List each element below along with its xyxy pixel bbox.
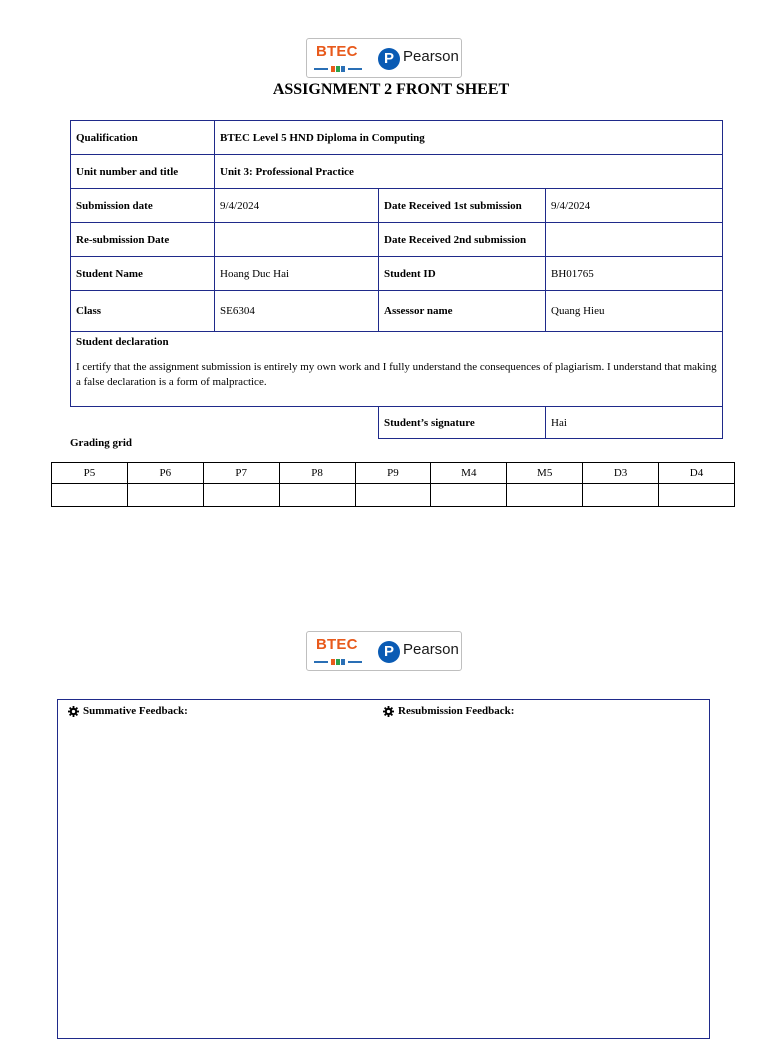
grading-grid <box>51 462 735 507</box>
date-received-1-value: 9/4/2024 <box>546 189 723 223</box>
grade-cell <box>583 484 659 507</box>
pearson-logo-text: Pearson <box>403 641 459 658</box>
table-row <box>71 189 723 223</box>
grading-header-row <box>52 463 735 484</box>
qualification-value: BTEC Level 5 HND Diploma in Computing <box>215 121 723 155</box>
signature-value: Hai <box>546 407 723 439</box>
pearson-mark-icon: P <box>378 48 400 70</box>
grading-grid-label: Grading grid <box>70 437 133 449</box>
class-label: Class <box>71 291 215 332</box>
gear-icon <box>383 706 394 717</box>
grade-criterion: D3 <box>583 463 659 484</box>
table-row <box>71 121 723 155</box>
grade-criterion: M5 <box>507 463 583 484</box>
grade-criterion: M4 <box>431 463 507 484</box>
grade-cell <box>52 484 128 507</box>
pearson-logo-text: Pearson <box>403 48 459 65</box>
date-received-2-value <box>546 223 723 257</box>
gear-icon <box>68 706 79 717</box>
btec-logo-text: BTEC <box>316 636 358 653</box>
resubmission-date-value <box>215 223 379 257</box>
grade-cell <box>431 484 507 507</box>
grade-criterion: P8 <box>279 463 355 484</box>
grade-cell <box>355 484 431 507</box>
page-title: ASSIGNMENT 2 FRONT SHEET <box>272 81 510 98</box>
student-id-label: Student ID <box>379 257 546 291</box>
submission-date-label: Submission date <box>71 189 215 223</box>
signature-label: Student’s signature <box>379 407 546 439</box>
grade-cell <box>279 484 355 507</box>
table-row <box>71 407 723 439</box>
table-row <box>71 291 723 332</box>
resubmission-date-label: Re-submission Date <box>71 223 215 257</box>
table-row <box>71 257 723 291</box>
unit-label: Unit number and title <box>71 155 215 189</box>
grade-cell <box>659 484 735 507</box>
grade-cell <box>507 484 583 507</box>
btec-pearson-logo <box>306 38 462 78</box>
grading-value-row <box>52 484 735 507</box>
assessor-label: Assessor name <box>379 291 546 332</box>
btec-tagline-graphic <box>314 66 362 72</box>
grade-cell <box>203 484 279 507</box>
qualification-label: Qualification <box>71 121 215 155</box>
grade-criterion: P5 <box>52 463 128 484</box>
summative-feedback-heading <box>68 705 188 717</box>
class-value: SE6304 <box>215 291 379 332</box>
signature-spacer <box>71 407 379 439</box>
grade-criterion: P7 <box>203 463 279 484</box>
assessor-value: Quang Hieu <box>546 291 723 332</box>
summative-feedback-label: Summative Feedback: <box>83 705 188 717</box>
grade-criterion: D4 <box>659 463 735 484</box>
table-row <box>71 223 723 257</box>
btec-pearson-logo <box>306 631 462 671</box>
table-row <box>71 332 723 407</box>
grade-criterion: P9 <box>355 463 431 484</box>
submission-date-value: 9/4/2024 <box>215 189 379 223</box>
grade-cell <box>127 484 203 507</box>
pearson-mark-icon: P <box>378 641 400 663</box>
feedback-box <box>57 699 710 1039</box>
student-name-label: Student Name <box>71 257 215 291</box>
resubmission-feedback-heading <box>383 705 514 717</box>
btec-logo-text: BTEC <box>316 43 358 60</box>
resubmission-feedback-label: Resubmission Feedback: <box>398 705 515 717</box>
unit-value: Unit 3: Professional Practice <box>215 155 723 189</box>
date-received-1-label: Date Received 1st submission <box>379 189 546 223</box>
grade-criterion: P6 <box>127 463 203 484</box>
student-name-value: Hoang Duc Hai <box>215 257 379 291</box>
declaration-cell <box>71 332 723 407</box>
declaration-text: I certify that the assignment submission is entirely my own work and I fully understand the consequences of plagiarism. I understand that making a false declaration is a form of malpractice. <box>76 361 717 388</box>
btec-tagline-graphic <box>314 659 362 665</box>
student-id-value: BH01765 <box>546 257 723 291</box>
declaration-heading: Student declaration <box>76 336 169 348</box>
table-row <box>71 155 723 189</box>
date-received-2-label: Date Received 2nd submission <box>379 223 546 257</box>
front-sheet-table <box>70 120 723 439</box>
